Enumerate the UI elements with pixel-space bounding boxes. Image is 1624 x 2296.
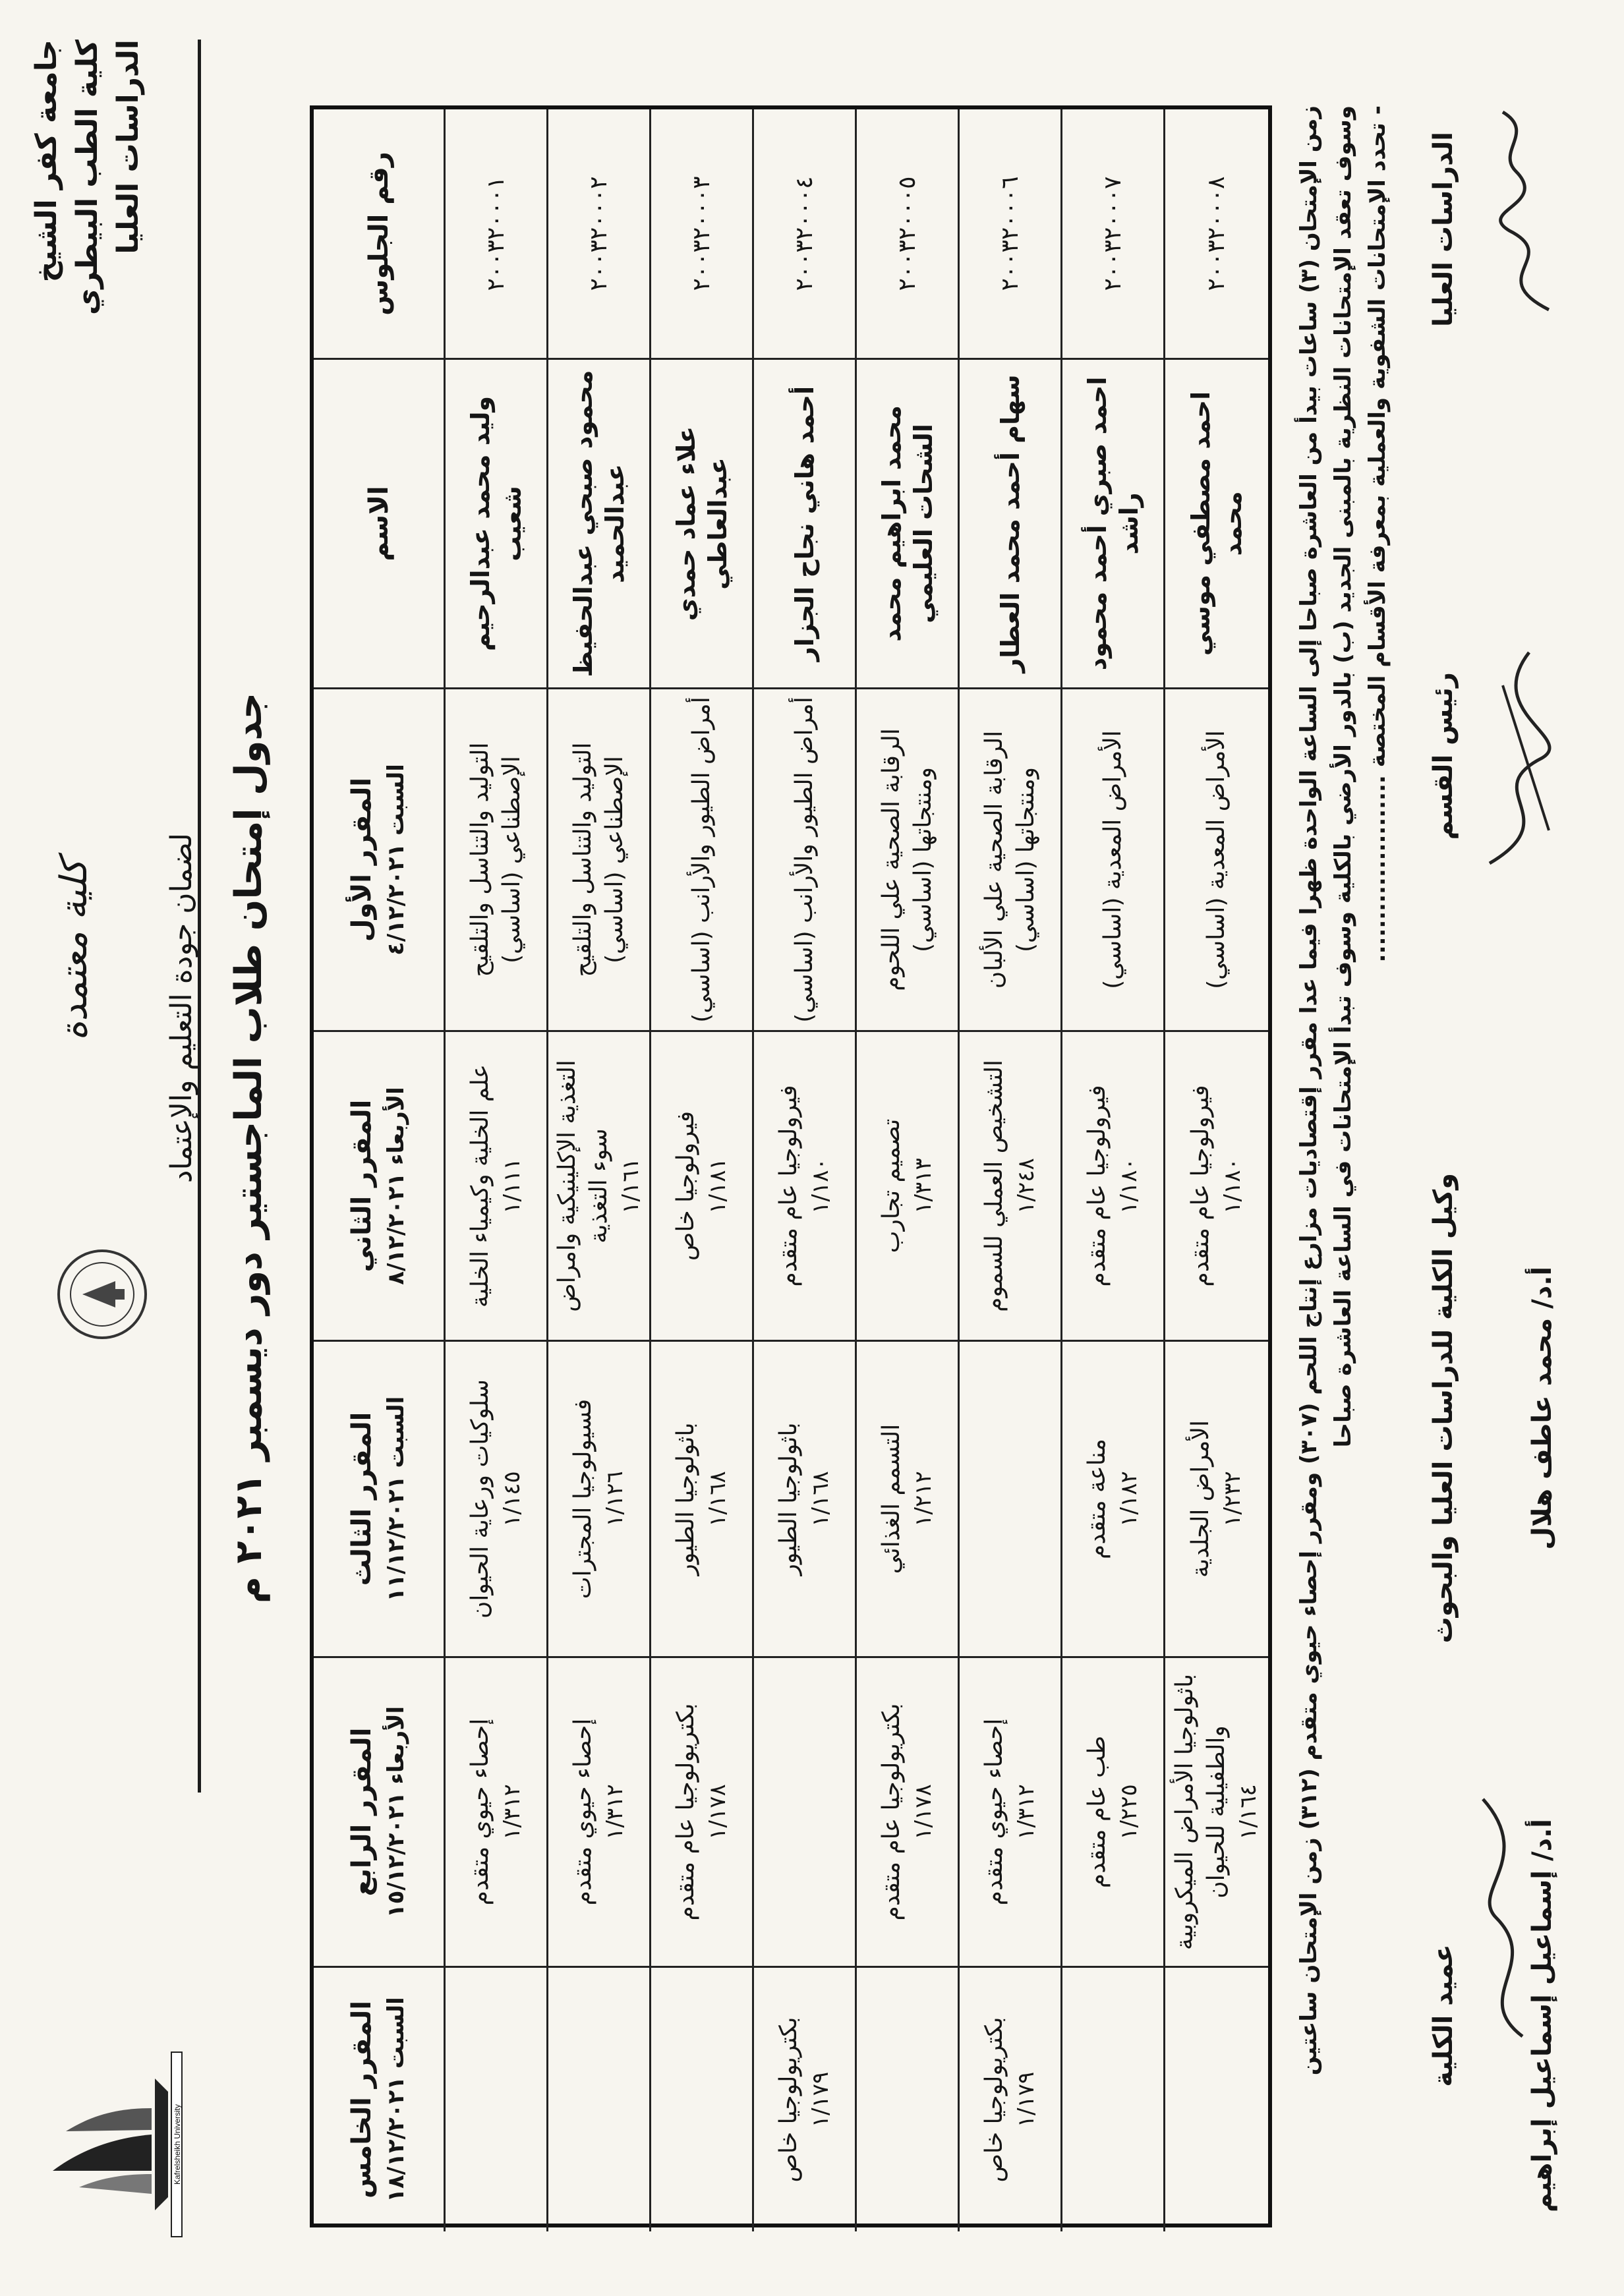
signature-vice-dean (1424, 1173, 1562, 1644)
kafrelsheikh-university-logo (40, 2039, 185, 2250)
course-cell: باثولوجيا الأمراض الميكروبية والطفيلية للحيوان ١/١٦٤ (1165, 1658, 1268, 1968)
course-cell: فسيولوجيا المجترات ١/١٢٦ (548, 1342, 651, 1658)
course-cell: باثولوجيا الطيور ١/١٦٨ (754, 1342, 857, 1658)
column-header: المقرر الأول السبت ٤/١٢/٢٠٢١ (314, 689, 446, 1032)
student-name-cell: أحمد هاني نجاح الجزار (754, 360, 857, 689)
handwritten-signature-icon (1457, 1793, 1555, 2043)
student-name-cell: احمد صبري أحمد محمود راشد (1062, 360, 1165, 689)
ku-logo-text: Kafrelsheikh University (173, 2104, 182, 2185)
seat-number-cell: ٢٠٠٣٢٠٠٠٥ (857, 109, 960, 360)
course-cell: بكتريولوجيا عام متقدم ١/١٧٨ (857, 1658, 960, 1968)
course-cell: إحصاء حيوي متقدم ١/٣١٢ (960, 1658, 1062, 1968)
student-name-cell: سهام أحمد محمد العطار (960, 360, 1062, 689)
seat-number-cell: ٢٠٠٣٢٠٠٠٤ (754, 109, 857, 360)
student-name-cell: محمد ابراهيم محمد الشحات العليمي (857, 360, 960, 689)
course-cell: فيرولوجيا عام متقدم ١/١٨٠ (754, 1032, 857, 1342)
signature-title: عميد الكلية (1428, 1944, 1459, 2087)
student-name-cell: وليد محمد عبدالرحيم شعيب (446, 360, 548, 689)
course-cell: إحصاء حيوي متقدم ١/٣١٢ (446, 1658, 548, 1968)
column-header: الاسم (314, 360, 446, 689)
column-header: المقرر الخامس السبت ١٨/١٢/٢٠٢١ (314, 1968, 446, 2231)
course-cell: التوليد والتناسل والتلقيح الإصطناعي (اساسي) (548, 689, 651, 1032)
signature-title: وكيل الكلية للدراسات العليا والبحوث (1428, 1173, 1459, 1644)
course-cell: الرقابة الصحية علي اللحوم ومنتجاتها (اساسي) (857, 689, 960, 1032)
signature-department-head (1424, 672, 1463, 840)
student-name-cell: علاء عماد حمدي عبدالعاطي (651, 360, 754, 689)
course-cell: مناعة متقدم ١/١٨٢ (1062, 1342, 1165, 1658)
note-oral-practical: - تحدد الإمتحانات الشفوية والعملية بمعرفة الأقسام المختصة ...................... (1364, 105, 1391, 963)
faculty-name: كلية الطب البيطري (71, 40, 104, 315)
course-cell (548, 1968, 651, 2231)
course-cell: فيرولوجيا عام متقدم ١/١٨٠ (1165, 1032, 1268, 1342)
course-cell: إحصاء حيوي متقدم ١/٣١٢ (548, 1658, 651, 1968)
column-header: المقرر الثالث السبت ١١/١٢/٢٠٢١ (314, 1342, 446, 1658)
course-cell: بكتريولوجيا عام متقدم ١/١٧٨ (651, 1658, 754, 1968)
note-duration: زمن الإمتحان (٣) ساعات بيدأ من العاشرة صباحا إلى الساعة الواحدة ظهرا فيما عدا مقرر إقتصاديات مزارع إنتاج اللحم (٣٠٧) ومقرر إحصاء حيوي متقدم (٣١٢) زمن الإمتحان ساعتين (1296, 105, 1322, 2076)
seat-number-cell: ٢٠٠٣٢٠٠٠٢ (548, 109, 651, 360)
course-cell: فيرولوجيا عام متقدم ١/١٨٠ (1062, 1032, 1165, 1342)
course-cell (1165, 1968, 1268, 2231)
accreditation-script: كلية معتمدة (53, 859, 96, 1041)
column-header: المقرر الرابع الأربعاء ١٥/١٢/٢٠٢١ (314, 1658, 446, 1968)
signatures-row (1424, 105, 1595, 2227)
course-cell: سلوكيات ورعاية الحيوان ١/١٤٥ (446, 1342, 548, 1658)
course-cell: التشخيص العملي للسموم ١/٢٤٨ (960, 1032, 1062, 1342)
accreditation-emblem-icon (53, 1228, 152, 1360)
signature-title: الدراسات العليا (1428, 132, 1459, 328)
university-header (26, 40, 149, 409)
course-cell: علم الخلية وكيمياء الخلية ١/١١١ (446, 1032, 548, 1342)
seat-number-cell: ٢٠٠٣٢٠٠٠١ (446, 109, 548, 360)
student-name-cell: محمود صبحي عبدالحفيظ عبدالحميد (548, 360, 651, 689)
column-header: رقم الجلوس (314, 109, 446, 360)
seat-number-cell: ٢٠٠٣٢٠٠٠٣ (651, 109, 754, 360)
course-cell: التغذية الإكلينيكية وامراض سوء التغذية ١/١٦١ (548, 1032, 651, 1342)
course-cell (857, 1968, 960, 2231)
handwritten-signature-icon (1470, 105, 1575, 316)
course-cell (651, 1968, 754, 2231)
course-cell: التسمم الغذائي ١/٢١٢ (857, 1342, 960, 1658)
seat-number-cell: ٢٠٠٣٢٠٠٠٨ (1165, 109, 1268, 360)
page-title: جدول إمتحان طلاب الماجستير دور ديسمبر ٢٠٢١ م (227, 692, 270, 1604)
course-cell: أمراض الطيور والأرانب (اساسي) (754, 689, 857, 1032)
course-cell: التوليد والتناسل والتلقيح الإصطناعي (اساسي) (446, 689, 548, 1032)
seat-number-cell: ٢٠٠٣٢٠٠٠٧ (1062, 109, 1165, 360)
course-cell: بكتريولوجيا خاص ١/١٧٩ (960, 1968, 1062, 2231)
course-cell: تصميم تجارب ١/٣١٣ (857, 1032, 960, 1342)
course-cell: الأمراض المعدية (اساسي) (1062, 689, 1165, 1032)
column-header: المقرر الثاني الأربعاء ٨/١٢/٢٠٢١ (314, 1032, 446, 1342)
department-name: الدراسات العليا (111, 40, 145, 254)
exam-schedule-table (310, 105, 1272, 2227)
signature-title: رئيس القسم (1428, 672, 1459, 840)
university-name: جامعة كفر الشيخ (30, 40, 63, 283)
exam-notes (1292, 105, 1395, 2227)
student-name-cell: احمد مصطفي موسي محمد (1165, 360, 1268, 689)
course-cell: الأمراض المعدية (اساسي) (1165, 689, 1268, 1032)
signature-name: أ.د/ إسماعيل إسماعيل إبراهيم (1527, 1819, 1557, 2213)
signature-name: أ.د/ محمد عاطف هلال (1527, 1266, 1557, 1550)
accreditation-block (40, 807, 231, 1532)
note-location: وسوف تعقد الإمتحانات النظرية بالمبنى الجديد (ب) بالدور الأرضي بالكلية وسوف تبدأ الإمتحانات في الساعة العاشرة صباحا (1330, 105, 1356, 1448)
course-cell (446, 1968, 548, 2231)
course-cell: طب عام متقدم ١/٢٢٥ (1062, 1658, 1165, 1968)
signature-graduate-studies (1424, 132, 1463, 327)
course-cell: فيرولوجيا خاص ١/١٨١ (651, 1032, 754, 1342)
course-cell: الرقابة الصحية علي الألبان ومنتجاتها (اساسي) (960, 689, 1062, 1032)
course-cell (754, 1658, 857, 1968)
course-cell: بكتريولوجيا خاص ١/١٧٩ (754, 1968, 857, 2231)
course-cell: أمراض الطيور والأرانب (اساسي) (651, 689, 754, 1032)
seat-number-cell: ٢٠٠٣٢٠٠٠٦ (960, 109, 1062, 360)
accreditation-line: لضمان جودة التعليم والإعتماد (165, 833, 198, 1184)
course-cell: الأمراض الجلدية ١/٢٣٢ (1165, 1342, 1268, 1658)
course-cell (1062, 1968, 1165, 2231)
handwritten-signature-icon (1463, 646, 1575, 870)
course-cell: باثولوجيا الطيور ١/١٦٨ (651, 1342, 754, 1658)
course-cell (960, 1342, 1062, 1658)
